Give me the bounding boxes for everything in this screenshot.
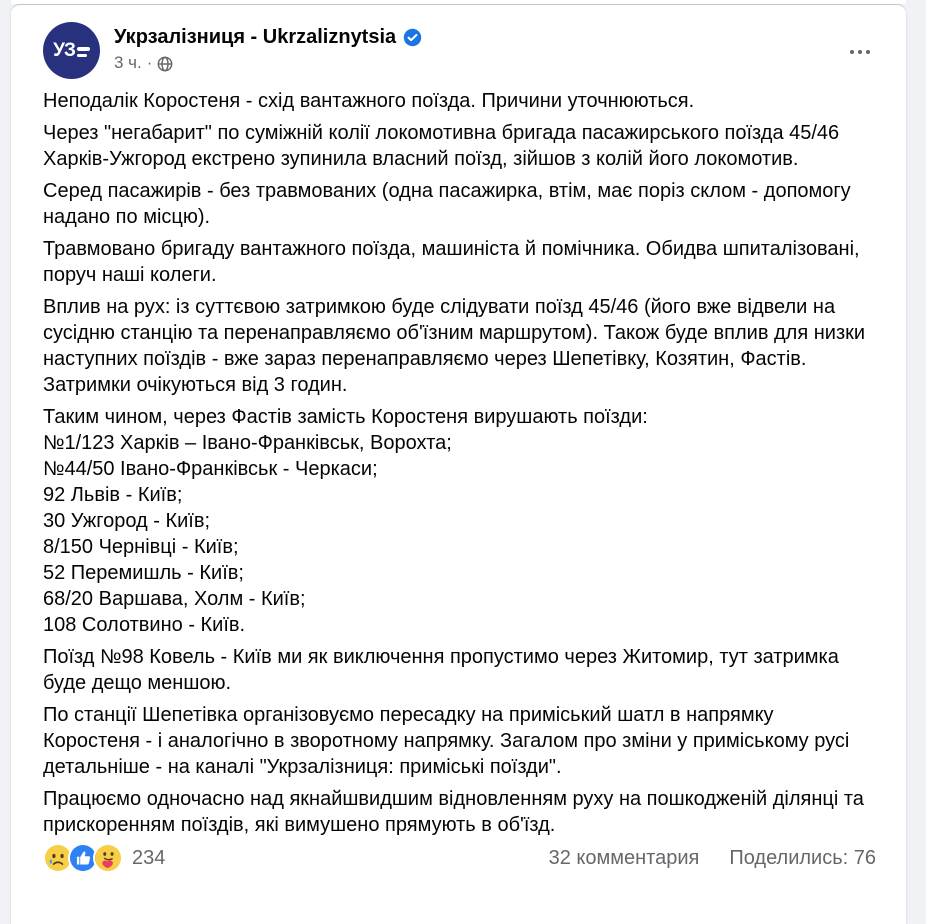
separator-dot: · bbox=[146, 53, 153, 72]
globe-public-icon bbox=[157, 56, 173, 72]
uz-logo-icon: УЗ bbox=[53, 40, 90, 62]
post-paragraph: Серед пасажирів - без травмованих (одна пасажирка, втім, має поріз склом - допомогу надано по місцю). bbox=[43, 180, 851, 228]
care-reaction-icon[interactable] bbox=[93, 843, 123, 873]
reactions-summary[interactable] bbox=[43, 843, 165, 873]
train-list-item: 30 Ужгород - Київ; bbox=[43, 510, 211, 532]
train-list-item: 52 Перемишль - Київ; bbox=[43, 562, 244, 584]
train-list-item: 8/150 Чернівці - Київ; bbox=[43, 536, 239, 558]
ellipsis-icon bbox=[850, 50, 855, 55]
train-list-block bbox=[43, 404, 876, 638]
page-name-link[interactable]: Укрзалізниця - Ukrzaliznytsia bbox=[114, 26, 397, 48]
verified-badge-icon bbox=[403, 28, 422, 47]
timestamp-link[interactable]: 3 ч. bbox=[114, 53, 142, 72]
shares-count-link[interactable]: Поделились: 76 bbox=[729, 846, 876, 869]
train-list-item: 68/20 Варшава, Холм - Київ; bbox=[43, 588, 306, 610]
comments-count-link[interactable]: 32 комментария bbox=[548, 846, 700, 869]
post-paragraph: Неподалік Коростеня - схід вантажного поїзда. Причини уточнюються. bbox=[43, 90, 695, 112]
post-paragraph: Поїзд №98 Ковель - Київ ми як виключення пропустимо через Житомир, тут затримка буде дещо меншою. bbox=[43, 646, 839, 694]
train-list-item: 92 Львів - Київ; bbox=[43, 484, 183, 506]
facebook-post-card bbox=[11, 4, 906, 924]
train-list-intro: Таким чином, через Фастів замість Коростеня вирушають поїзди: bbox=[43, 406, 648, 428]
avatar[interactable] bbox=[43, 22, 100, 79]
post-header bbox=[11, 5, 906, 88]
footer-links bbox=[549, 847, 876, 870]
post-paragraph: По станції Шепетівка організовуємо пересадку на приміський шатл в напрямку Коростеня - і аналогічно в зворотному напрямку. Загалом про зміни у приміському русі детальніше - на каналі "Укрзалізниця: приміські поїзди". bbox=[43, 704, 850, 778]
post-footer bbox=[11, 840, 906, 873]
post-paragraph: Через "негабарит" по суміжній колії локомотивна бригада пасажирського поїзда 45/46 Харків-Ужгород екстрено зупинила власний поїзд, зійшов з колій його локомотив. bbox=[43, 122, 840, 170]
post-body bbox=[11, 88, 906, 838]
train-list-item: №44/50 Івано-Франківськ - Черкаси; bbox=[43, 458, 378, 480]
train-list-item: №1/123 Харків – Івано-Франківськ, Ворохта; bbox=[43, 432, 452, 454]
post-paragraph: Працюємо одночасно над якнайшвидшим відновленням руху на пошкодженій ділянці та прискоренням поїздів, які вимушено прямують в об'їзд. bbox=[43, 788, 864, 836]
post-paragraph: Вплив на рух: із суттєвою затримкою буде слідувати поїзд 45/46 (його вже відвели на сусідню станцію та перенаправляємо об'їзним маршрутом). Також буде вплив для низки наступних поїздів - вже зараз перенаправляємо через Шепетівку, Козятин, Фастів. Затримки очікуються від 3 годин. bbox=[43, 296, 866, 396]
post-paragraph: Травмовано бригаду вантажного поїзда, машиніста й помічника. Обидва шпиталізовані, поруч наші колеги. bbox=[43, 238, 860, 286]
train-list-item: 108 Солотвино - Київ. bbox=[43, 614, 246, 636]
more-options-button[interactable] bbox=[840, 38, 880, 66]
header-meta bbox=[114, 22, 422, 73]
reaction-count: 234 bbox=[132, 846, 166, 869]
